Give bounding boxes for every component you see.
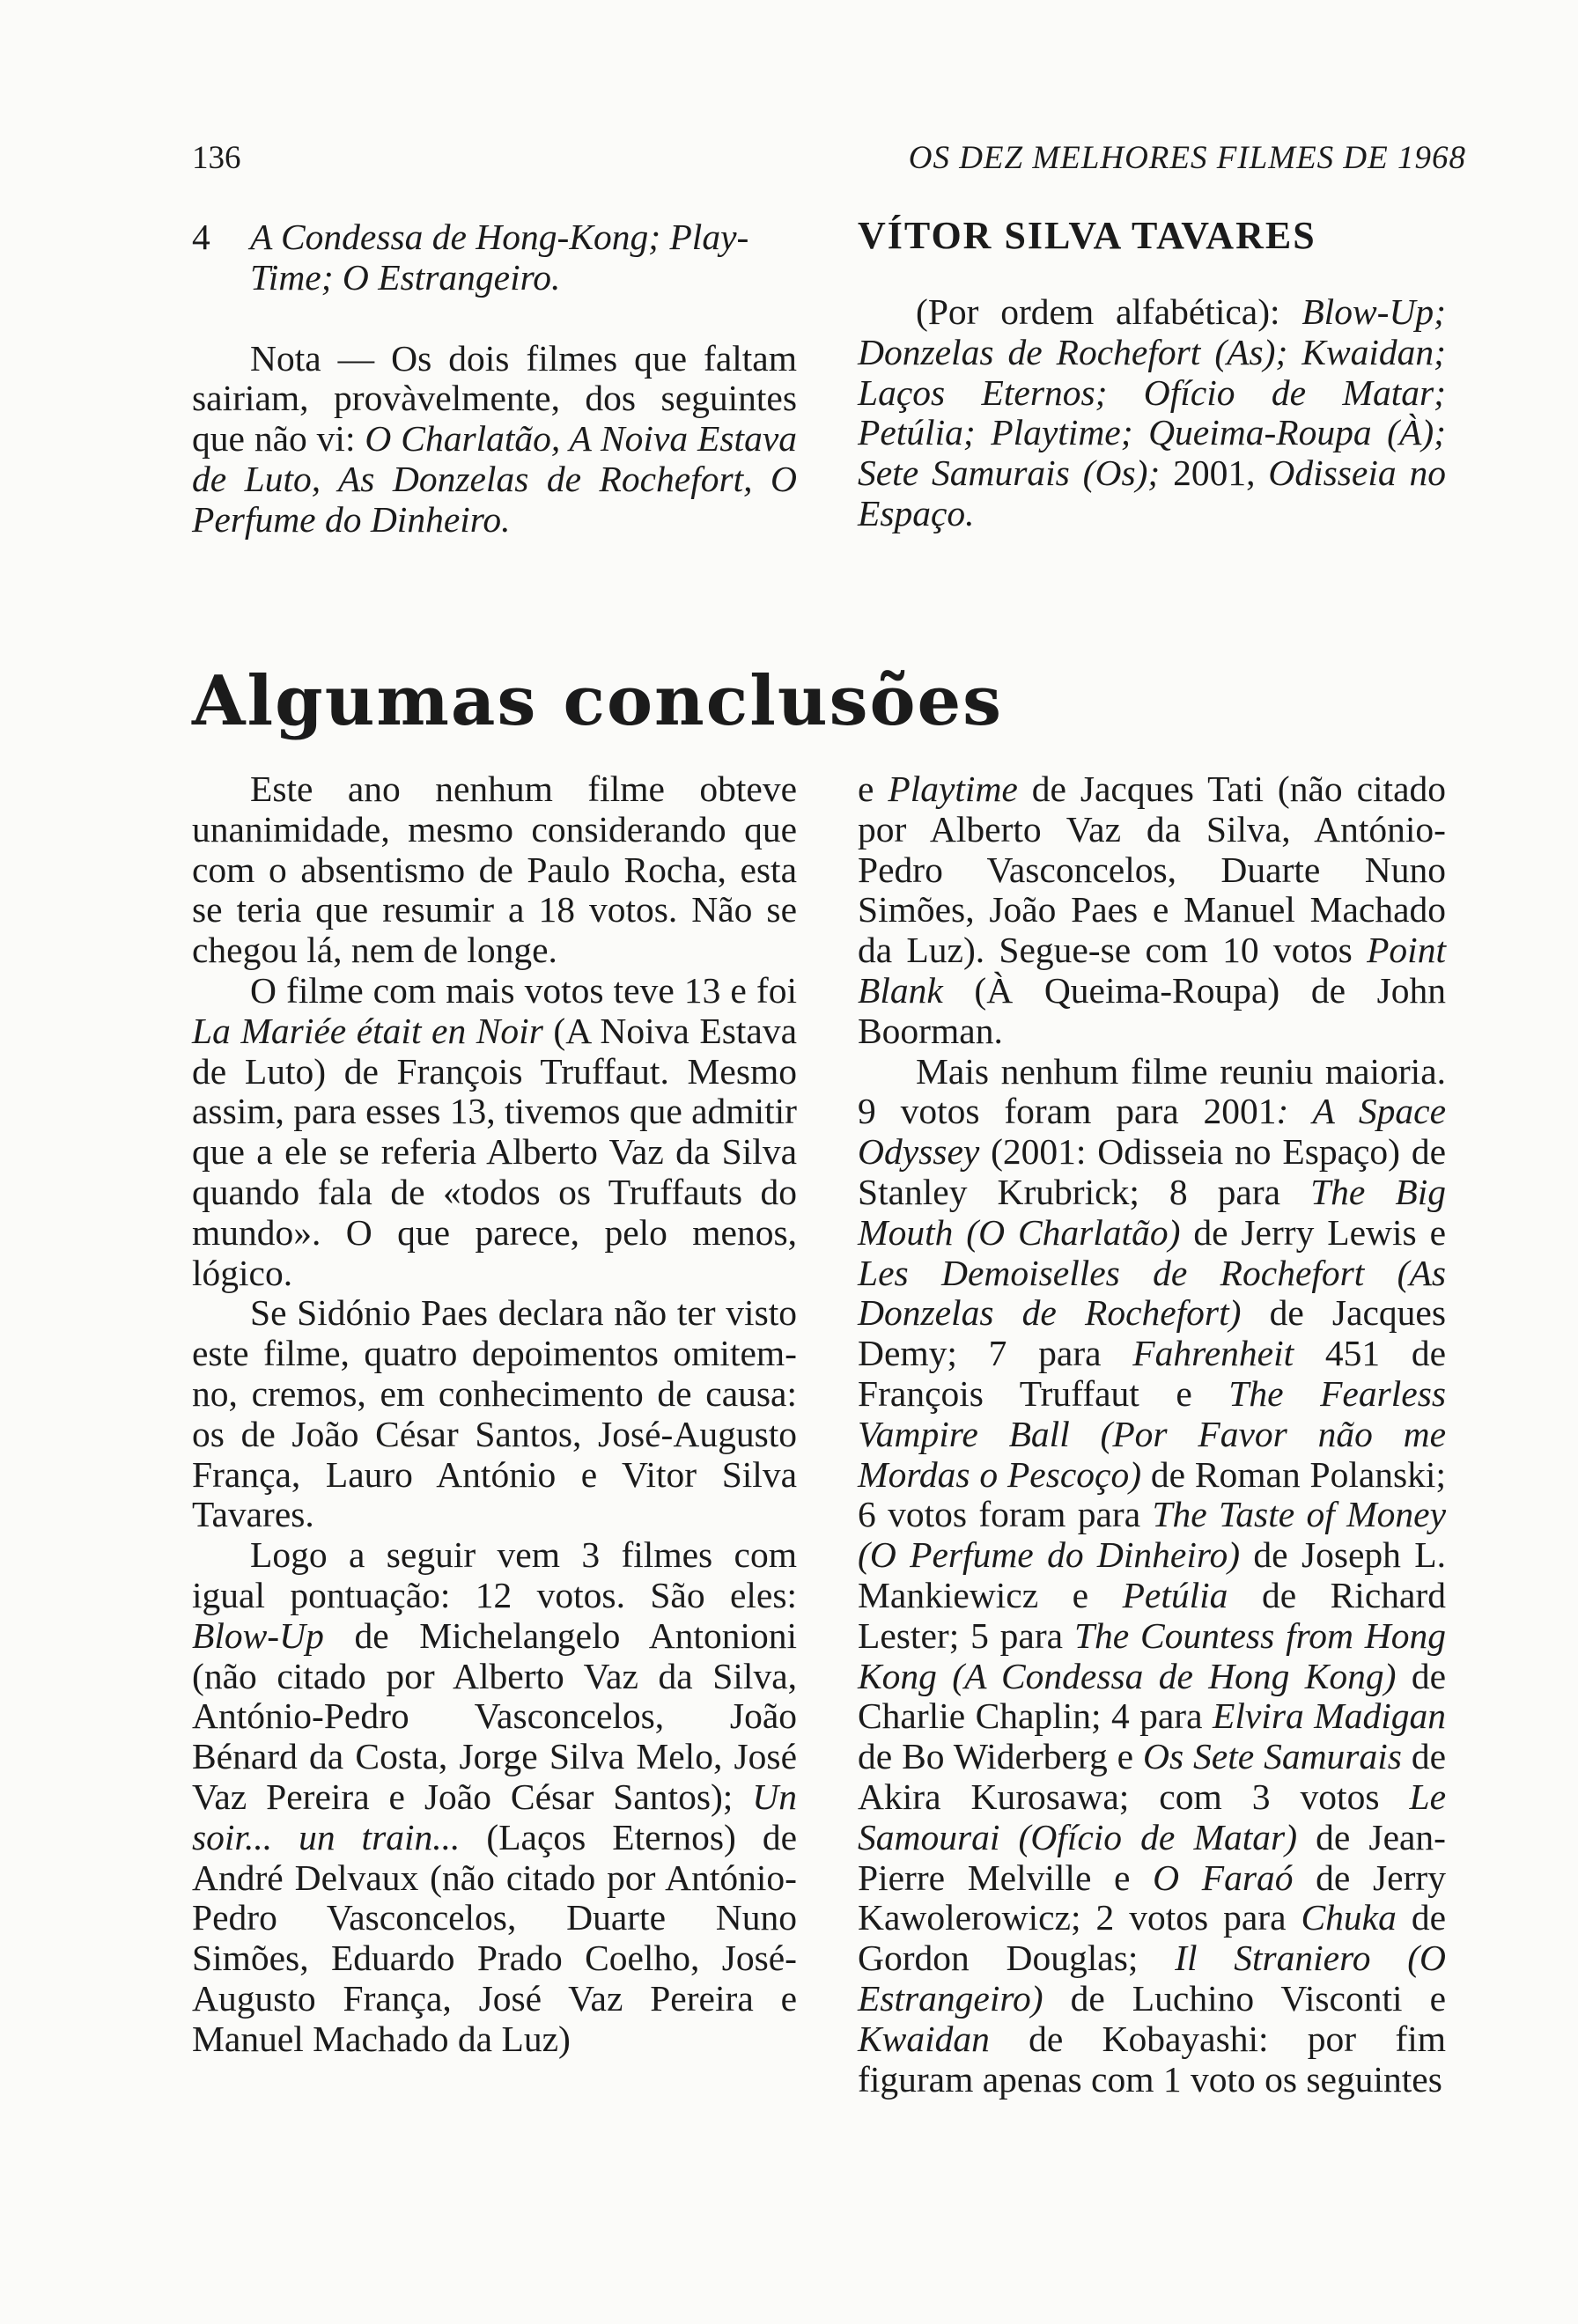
film-title: Chuka [1301,1897,1397,1938]
film-title: The Fearless Vampire Ball (Por Favor não me Mordas o Pescoço) [858,1372,1446,1495]
film-title: Il Straniero (O Estrangeiro) [858,1938,1446,2019]
text-run: de Bo Widerberg e [858,1736,1143,1777]
list-plain: 2001, [1160,452,1269,494]
film-title: Un soir... un train... [192,1776,797,1857]
film-title: Os Sete Samurais [1143,1736,1402,1777]
running-title: OS DEZ MELHORES FILMES DE 1968 [908,140,1466,176]
film-title: O Faraó [1153,1857,1294,1898]
film-title: Elvira Madigan [1212,1695,1446,1737]
text-run: (2001: Odisseia no Espaço) de Stanley Krubrick; 8 para [858,1131,1446,1212]
page-number: 136 [192,140,241,176]
note-films: O Charlatão, A Noiva Estava de Luto, As Donzelas de Rochefort, O Perfume do Dinheiro. [192,418,797,540]
text-run: de Joseph L. Mankiewicz e [858,1534,1446,1615]
film-title: Playtime [888,769,1018,809]
section-title: Algumas conclusões [192,661,1004,741]
paragraph-6 [858,1052,1446,2100]
text-run: 451 de François Truffaut e [858,1333,1447,1414]
critic-name: VÍTOR SILVA TAVARES [858,214,1316,257]
text-run: Logo a seguir vem 3 filmes com igual pontuação: 12 votos. São eles: [192,1534,797,1615]
text-run: O filme com mais votos teve 13 e foi [250,969,797,1011]
text-run: (À Queima-Roupa) de John Boorman. [858,969,1446,1051]
film-title: The Big Mouth (O Charlatão) [858,1171,1446,1253]
text-run: de Jean-Pierre Melville e [858,1816,1446,1898]
note-text: — Os dois filmes que faltam sairiam, provàvelmente, dos seguintes que não vi: [192,337,797,460]
conclusions-left-column [192,769,797,2060]
paragraph-2 [192,971,797,1293]
film-title: Fahrenheit [1132,1333,1294,1374]
paragraph-5 [858,769,1446,1052]
text-run: de Michelangelo Antonioni (não citado por Alberto Vaz da Silva, António-Pedro Vasconcelos, João Bénard da Costa, Jorge Silva Melo, José Vaz Pereira e João César Santos); [192,1614,797,1817]
note-paragraph [192,339,797,541]
text-run: de Luchino Visconti e [1043,1977,1446,2019]
film-title: Les Demoiselles de Rochefort (As Donzelas de Rochefort) [858,1252,1446,1334]
text-run: Mais nenhum filme reuniu maioria. 9 votos foram para 2001 [858,1050,1446,1132]
text-run: de Jerry Kawolerowicz; 2 votos para [858,1857,1446,1938]
list-intro: (Por ordem alfabética): [916,291,1302,332]
list-films-1: Blow-Up; Donzelas de Rochefort (As); Kwaidan; Laços Eternos; Ofício de Matar; Petúlia; Playtime; Queima-Roupa (À); Sete Samurais (Os); [858,291,1446,494]
text-run: de Charlie Chaplin; 4 para [858,1655,1447,1737]
previous-critic-list [192,217,797,541]
film-title: Kwaidan [858,2018,990,2059]
film-title: Point Blank [858,930,1446,1011]
text-run: de Richard Lester; 5 para [858,1574,1446,1656]
text-run: (A Noiva Estava de Luto) de François Truffaut. Mesmo assim, para esses 13, tivemos que admitir que a ele se referia Alberto Vaz da Silva quando fala de «todos os Truffauts do mundo». O que parece, pelo menos, lógico. [192,1010,797,1293]
critic-film-list [858,292,1446,534]
film-title: The Taste of Money (O Perfume do Dinheiro) [858,1494,1446,1576]
film-title: : A Space Odyssey [858,1091,1446,1173]
text-run: de Jerry Lewis e [1180,1211,1447,1253]
film-title: Blow-Up [192,1614,324,1656]
list-item-4 [192,217,797,298]
list-item-text: A Condessa de Hong-Kong; Play-Time; O Estrangeiro. [250,217,749,298]
note-label: Nota [250,337,321,379]
text-run: de Gordon Douglas; [858,1897,1447,1979]
text-run: de Kobayashi: por fim figuram apenas com 1 voto os seguintes [858,2018,1446,2100]
text-run: de Roman Polanski; 6 votos foram para [858,1453,1446,1535]
list-item-number: 4 [192,217,210,257]
paragraph-3: Se Sidónio Paes declara não ter visto este filme, quatro depoimentos omitem-no, cremos, em conhecimento de causa: os de João César Santos, José-Augusto França, Lauro António e Vitor Silva Tavares. [192,1292,797,1535]
film-title: Petúlia [1122,1574,1228,1615]
list-films-2: Odisseia no Espaço. [858,452,1446,533]
paragraph-1: Este ano nenhum filme obteve unanimidade, mesmo considerando que com o absentismo de Paulo Rocha, esta se teria que resumir a 18 votos. Não se chegou lá, nem de longe. [192,769,797,971]
film-title: Le Samourai (Ofício de Matar) [858,1776,1446,1857]
text-run: de Akira Kurosawa; com 3 votos [858,1736,1447,1817]
conclusions-right-column [858,769,1446,2100]
text-run: e [858,769,889,809]
film-title: The Countess from Hong Kong (A Condessa de Hong Kong) [858,1614,1446,1696]
film-title: La Mariée était en Noir [192,1010,543,1051]
text-run: de Jacques Tati (não citado por Alberto Vaz da Silva, António-Pedro Vasconcelos, Duarte Nuno Simões, João Paes e Manuel Machado da Luz). Segue-se com 10 votos [858,769,1446,971]
text-run: de Jacques Demy; 7 para [858,1292,1446,1374]
text-run: (Laços Eternos) de André Delvaux (não citado por António-Pedro Vasconcelos, Duarte Nuno Simões, Eduardo Prado Coelho, José-Augusto França, José Vaz Pereira e Manuel Machado da Luz) [192,1816,797,2059]
critic-vitor-silva-tavares [858,215,1446,534]
paragraph-4 [192,1535,797,2059]
